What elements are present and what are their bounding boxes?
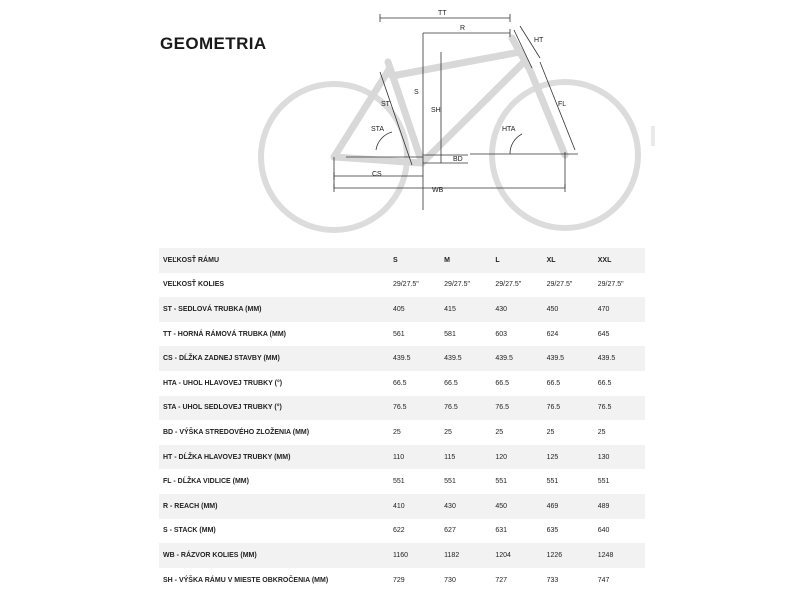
table-cell: 415	[444, 297, 495, 322]
label-fl: FL	[558, 101, 567, 108]
table-cell: 110	[393, 445, 444, 470]
table-row	[159, 445, 645, 470]
table-cell: 439.5	[547, 346, 598, 371]
table-row	[159, 543, 645, 568]
table-cell: 581	[444, 330, 456, 338]
label-st: ST	[381, 101, 390, 108]
table-cell: 733	[546, 576, 559, 584]
column-header: XXL	[598, 248, 645, 273]
geometry-table	[159, 248, 645, 592]
table-cell: 430	[444, 494, 495, 519]
row-label: BD - VÝŠKA STREDOVÉHO ZLOŽENIA (MM)	[163, 428, 310, 436]
table-cell: 439.5	[598, 346, 645, 371]
table-cell: 1204	[495, 543, 546, 568]
table-cell: 439.5	[495, 346, 546, 371]
bike-geometry-diagram	[0, 0, 800, 240]
table-row	[159, 519, 645, 544]
row-label: R - REACH (MM)	[159, 494, 393, 519]
table-cell: 130	[598, 445, 645, 470]
label-r: R	[460, 25, 466, 32]
table-cell: 25	[546, 428, 555, 436]
table-cell: 747	[597, 576, 610, 584]
table-cell: 76.5	[495, 396, 546, 421]
row-label: SH - VÝŠKA RÁMU V MIESTE OBKROČENIA (MM)	[163, 576, 329, 584]
table-cell: 29/27.5"	[444, 281, 470, 289]
table-row	[159, 322, 645, 347]
row-label: CS - DĹŽKA ZADNEJ STAVBY (MM)	[159, 346, 393, 371]
table-cell: 730	[444, 576, 456, 584]
label-wb: WB	[432, 187, 444, 194]
table-cell: 640	[597, 527, 610, 535]
table-cell: 125	[547, 445, 598, 470]
table-cell: 76.5	[598, 396, 645, 421]
table-cell: 1160	[393, 543, 444, 568]
table-cell: 622	[392, 527, 405, 535]
table-cell: 115	[444, 445, 495, 470]
label-s: S	[414, 89, 419, 96]
table-row	[159, 371, 645, 396]
table-cell: 25	[444, 428, 452, 436]
table-cell: 76.5	[393, 396, 444, 421]
table-row	[159, 297, 645, 322]
table-row	[159, 568, 645, 593]
table-row	[159, 396, 645, 421]
row-label: STA - UHOL SEDLOVEJ TRUBKY (°)	[159, 396, 393, 421]
table-cell: 66.5	[392, 379, 407, 387]
table-cell: 727	[495, 576, 508, 584]
table-cell: 645	[597, 330, 610, 338]
label-ht: HT	[534, 37, 544, 44]
row-label: S - STACK (MM)	[163, 527, 216, 535]
label-cs: CS	[372, 171, 382, 178]
row-label: HT - DĹŽKA HLAVOVEJ TRUBKY (MM)	[159, 445, 393, 470]
row-label: VEĽKOSŤ KOLIES	[163, 281, 225, 289]
table-row	[159, 420, 645, 445]
column-header: XL	[547, 248, 598, 273]
row-label: TT - HORNÁ RÁMOVÁ TRUBKA (MM)	[163, 330, 286, 338]
table-cell: 76.5	[547, 396, 598, 421]
column-header: S	[393, 248, 444, 273]
table-cell: 66.5	[444, 379, 458, 387]
table-cell: 29/27.5"	[546, 281, 573, 289]
table-cell: 66.5	[597, 379, 612, 387]
table-cell: 410	[393, 494, 444, 519]
table-row	[159, 273, 645, 298]
table-cell: 627	[444, 527, 456, 535]
table-cell: 66.5	[495, 379, 509, 387]
table-cell: 551	[597, 478, 610, 486]
table-cell: 551	[392, 478, 405, 486]
column-header: L	[495, 248, 546, 273]
table-cell: 439.5	[393, 346, 444, 371]
label-sta: STA	[371, 126, 385, 133]
decorative-mark	[651, 126, 655, 146]
table-cell: 25	[495, 428, 504, 436]
table-cell: 29/27.5"	[495, 281, 522, 289]
table-cell: 635	[546, 527, 559, 535]
table-cell: 603	[495, 330, 508, 338]
table-cell: 120	[495, 445, 546, 470]
table-cell: 470	[598, 297, 645, 322]
table-cell: 551	[495, 478, 508, 486]
table-cell: 624	[546, 330, 559, 338]
table-cell: 551	[444, 478, 456, 486]
table-cell: 25	[597, 428, 606, 436]
table-row	[159, 346, 645, 371]
label-bd: BD	[453, 156, 463, 163]
row-label: FL - DĹŽKA VIDLICE (MM)	[163, 478, 249, 486]
table-cell: 430	[495, 297, 546, 322]
table-header-row	[159, 248, 645, 273]
table-cell: 405	[393, 297, 444, 322]
table-row	[159, 469, 645, 494]
table-cell: 729	[392, 576, 405, 584]
table-cell: 450	[495, 494, 546, 519]
row-label: ST - SEDLOVÁ TRUBKA (MM)	[159, 297, 393, 322]
table-cell: 29/27.5"	[392, 281, 419, 289]
label-tt: TT	[438, 10, 447, 17]
table-cell: 450	[547, 297, 598, 322]
table-cell: 469	[547, 494, 598, 519]
table-cell: 1248	[598, 543, 645, 568]
page-title: GEOMETRIA	[160, 34, 267, 53]
table-cell: 561	[392, 330, 405, 338]
table-cell: 439.5	[444, 346, 495, 371]
row-label: HTA - UHOL HLAVOVEJ TRUBKY (°)	[163, 379, 283, 387]
column-header: M	[444, 248, 495, 273]
table-cell: 1226	[547, 543, 598, 568]
bike-frame	[334, 38, 565, 163]
table-cell: 29/27.5"	[597, 281, 624, 289]
table-row	[159, 494, 645, 519]
table-cell: 76.5	[444, 396, 495, 421]
label-hta: HTA	[502, 126, 516, 133]
table-cell: 1182	[444, 543, 495, 568]
table-cell: 489	[598, 494, 645, 519]
table-cell: 631	[495, 527, 508, 535]
label-sh: SH	[431, 107, 441, 114]
table-cell: 25	[392, 428, 401, 436]
row-label: WB - RÁZVOR KOLIES (MM)	[159, 543, 393, 568]
column-header: VEĽKOSŤ RÁMU	[159, 248, 393, 273]
table-cell: 66.5	[546, 379, 561, 387]
table-cell: 551	[546, 478, 559, 486]
